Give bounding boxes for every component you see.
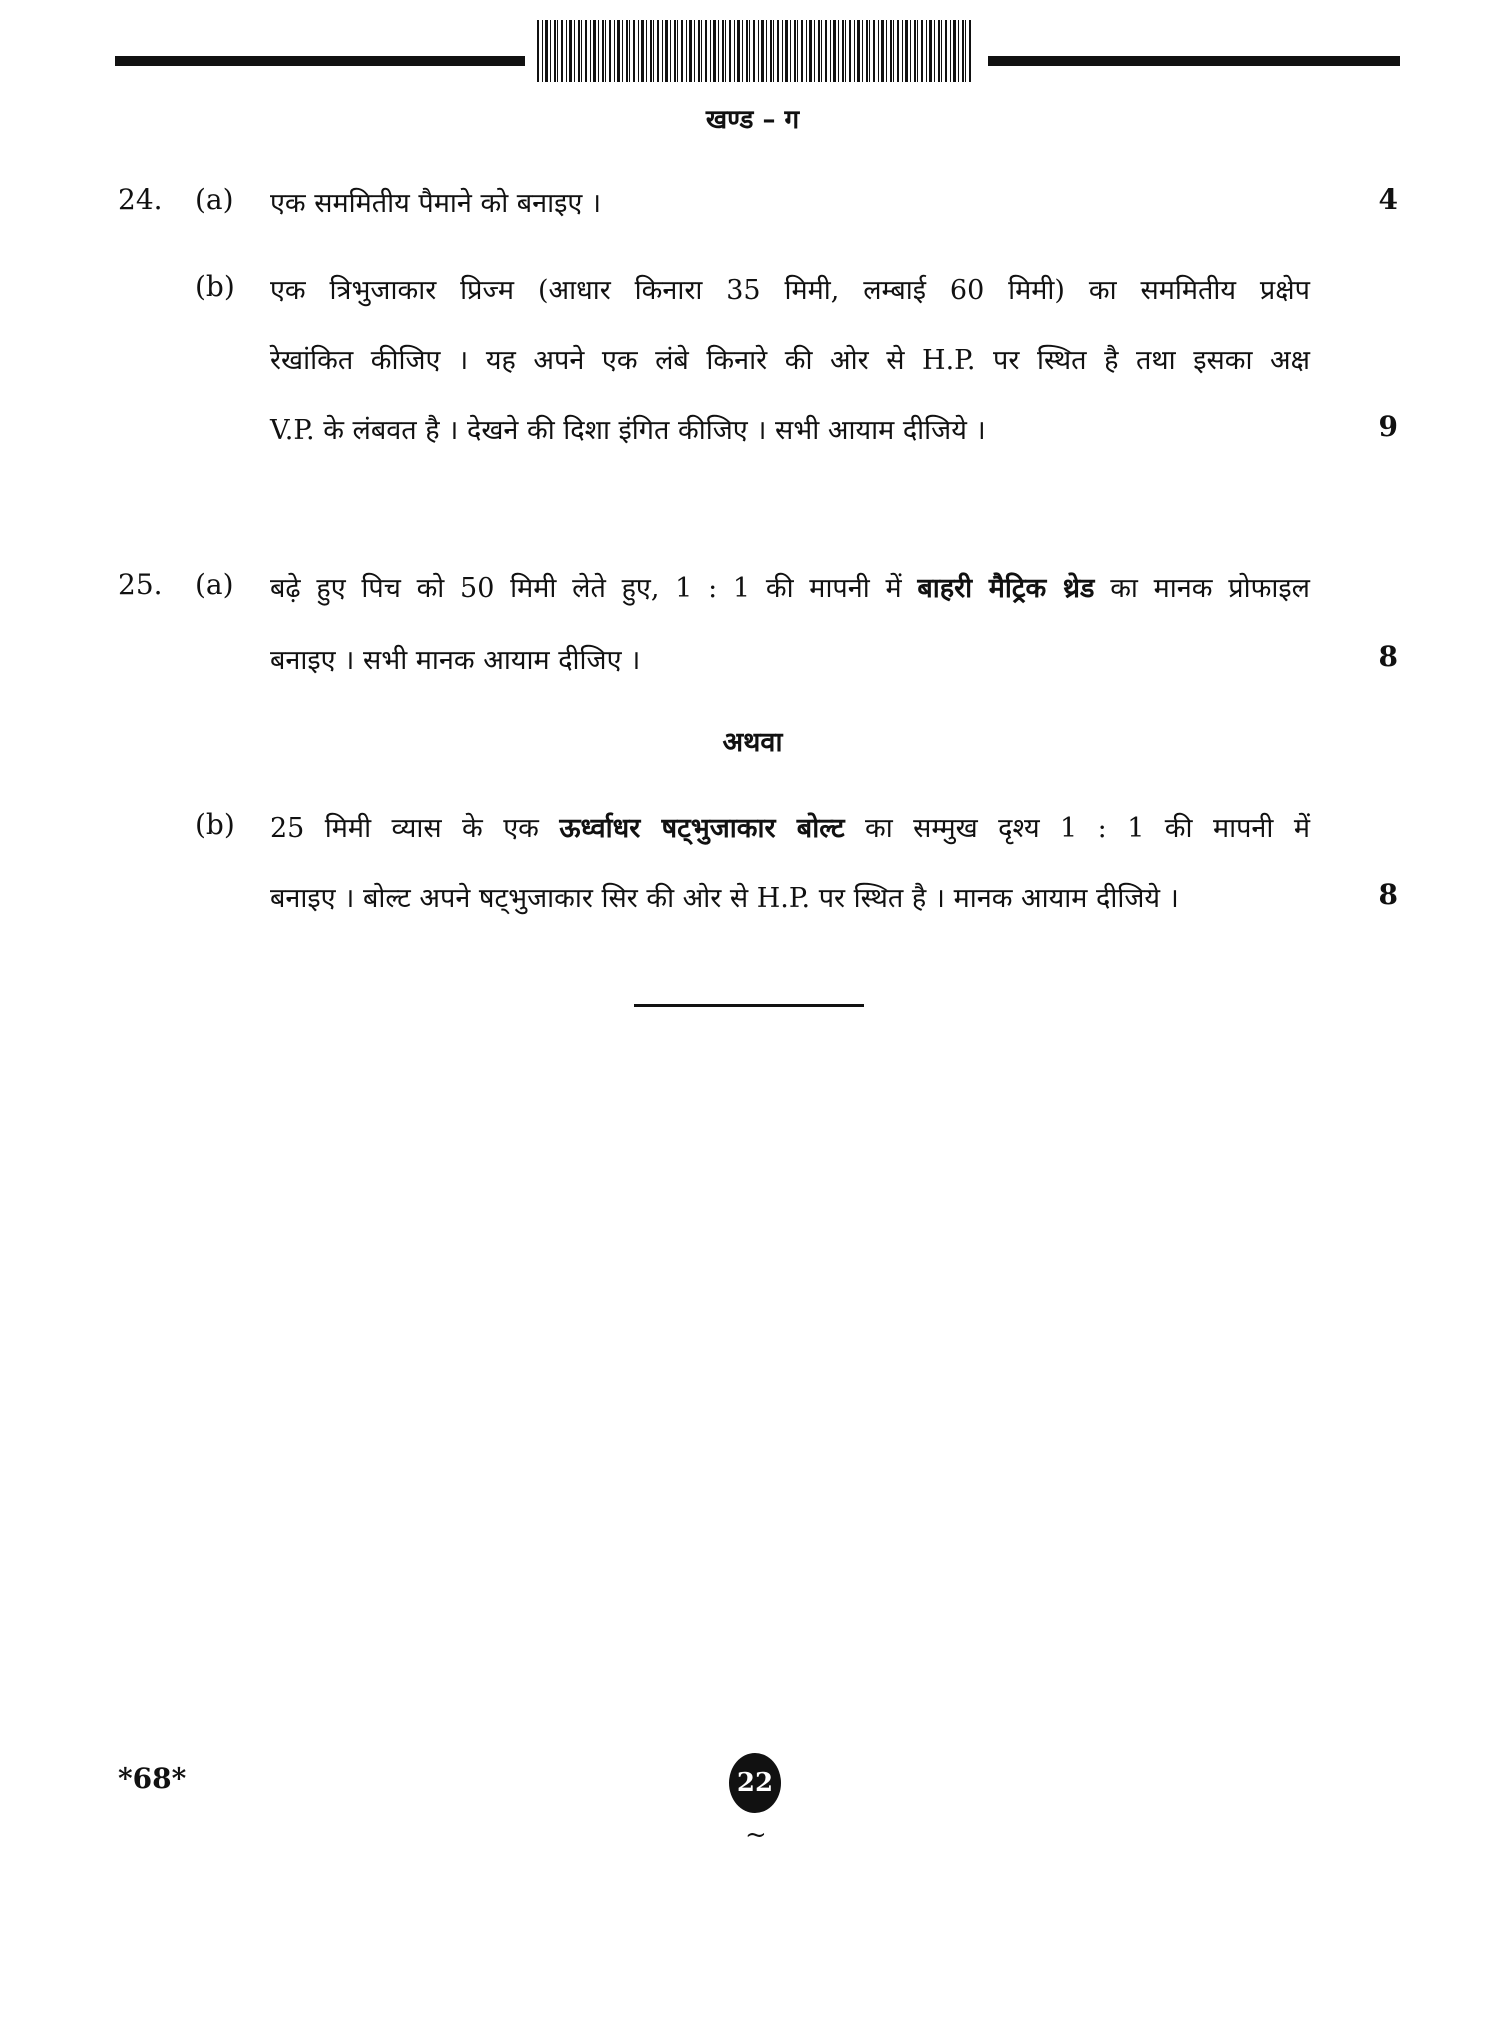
tilde-mark: ~ [745,1820,767,1850]
marks: 8 [1378,640,1398,673]
question-number: 25. [118,568,163,601]
part-label: (b) [195,270,235,303]
end-rule [634,1004,864,1007]
part-label: (a) [195,183,234,216]
barcode [537,20,974,82]
question-number: 24. [118,183,163,216]
question-text-line: बढ़े हुए पिच को 50 मिमी लेते हुए, 1 : 1 की मापनी में बाहरी मैट्रिक थ्रेड का मानक प्रोफाइल [270,573,1310,604]
marks: 4 [1378,183,1398,216]
question-text-line: रेखांकित कीजिए । यह अपने एक लंबे किनारे की ओर से H.P. पर स्थित है तथा इसका अक्ष [270,345,1310,376]
question-text-line: V.P. के लंबवत है । देखने की दिशा इंगित कीजिए । सभी आयाम दीजिये । [270,415,986,446]
or-separator: अथवा [722,727,783,758]
header-rule-left [115,56,525,66]
marks: 9 [1378,410,1398,443]
page-number-badge [729,1753,781,1813]
section-title: खण्ड – ग [705,105,800,135]
marks: 8 [1378,878,1398,911]
paper-code: *68* [118,1762,187,1795]
question-text-line: 25 मिमी व्यास के एक ऊर्ध्वाधर षट्भुजाकार बोल्ट का सम्मुख दृश्य 1 : 1 की मापनी में [270,813,1310,844]
question-text-line: बनाइए । सभी मानक आयाम दीजिए । [270,645,641,676]
header-rule-right [988,56,1400,66]
page-number: 22 [736,1768,774,1798]
question-text: एक सममितीय पैमाने को बनाइए । [270,188,602,219]
part-label: (b) [195,808,235,841]
question-text-line: बनाइए । बोल्ट अपने षट्भुजाकार सिर की ओर से H.P. पर स्थित है । मानक आयाम दीजिये । [270,883,1179,914]
question-text-line: एक त्रिभुजाकार प्रिज्म (आधार किनारा 35 मिमी, लम्बाई 60 मिमी) का सममितीय प्रक्षेप [270,275,1310,306]
part-label: (a) [195,568,234,601]
